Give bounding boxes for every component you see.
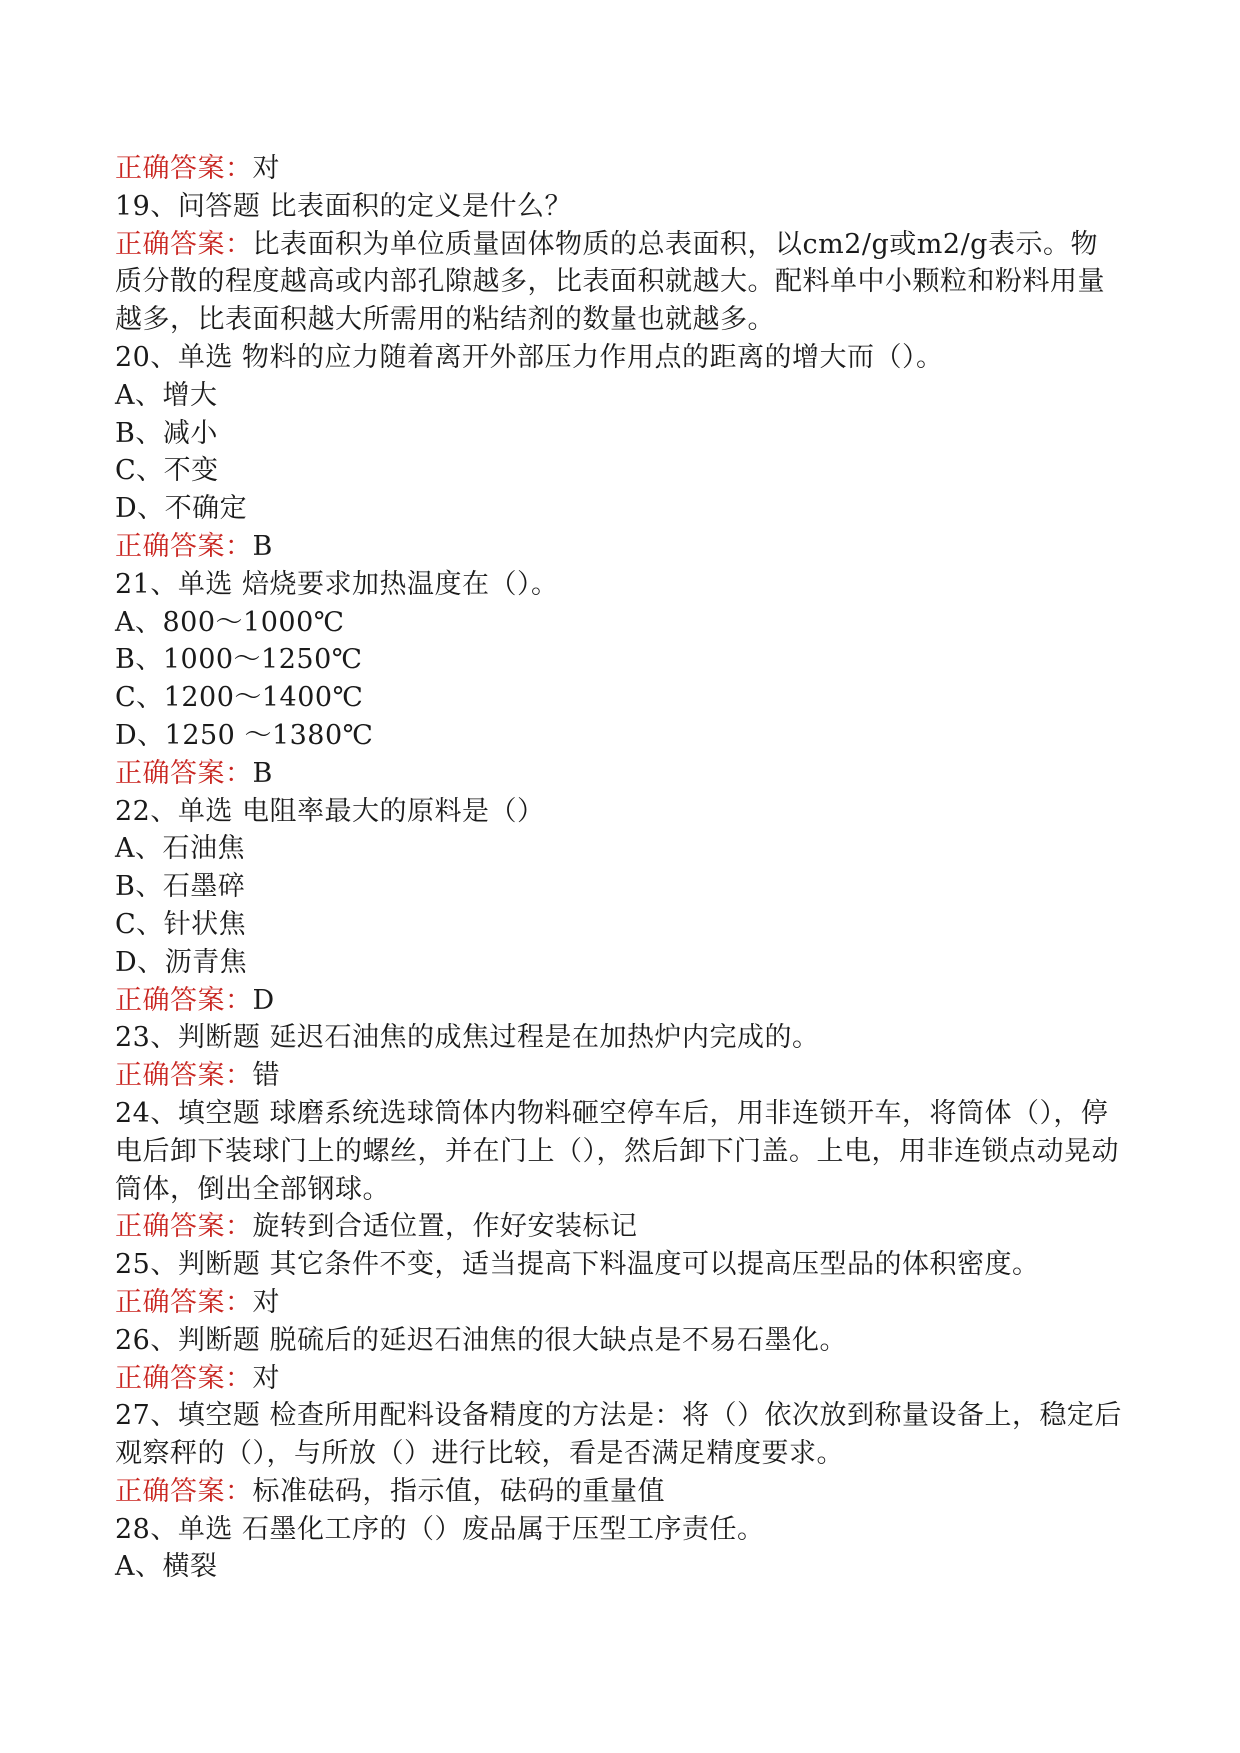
option-line: C、针状焦 bbox=[115, 908, 247, 940]
question-line: 20、单选 物料的应力随着离开外部压力作用点的距离的增大而（）。 bbox=[115, 341, 944, 373]
option-line: D、1250 ～1380℃ bbox=[115, 719, 374, 751]
option-line: A、增大 bbox=[115, 379, 218, 411]
answer-line bbox=[115, 1057, 1125, 1095]
answer-label: 正确答案： bbox=[115, 984, 253, 1016]
question-line: 27、填空题 检查所用配料设备精度的方法是：将（）依次放到称量设备上，稳定后观察秤的（），与所放（）进行比较，看是否满足精度要求。 bbox=[115, 1400, 1122, 1470]
answer-line bbox=[115, 982, 1125, 1020]
answer-label: 正确答案： bbox=[115, 757, 253, 789]
option-line: C、1200～1400℃ bbox=[115, 682, 364, 714]
question-line: 26、判断题 脱硫后的延迟石油焦的很大缺点是不易石墨化。 bbox=[115, 1324, 847, 1356]
option-line: B、石墨碎 bbox=[115, 871, 246, 903]
answer-label: 正确答案： bbox=[115, 1362, 253, 1394]
question-line: 24、填空题 球磨系统选球筒体内物料砸空停车后，用非连锁开车，将筒体（），停电后卸下装球门上的螺丝，并在门上（），然后卸下门盖。上电，用非连锁点动晃动筒体，倒出全部钢球。 bbox=[115, 1097, 1119, 1205]
answer-text: 旋转到合适位置，作好安装标记 bbox=[252, 1211, 638, 1243]
document-page bbox=[115, 150, 1125, 1586]
question-line: 21、单选 焙烧要求加热温度在（）。 bbox=[115, 568, 559, 600]
question-line: 28、单选 石墨化工序的（）废品属于压型工序责任。 bbox=[115, 1513, 765, 1545]
option-line: A、石油焦 bbox=[115, 833, 245, 865]
answer-label: 正确答案： bbox=[115, 228, 253, 260]
option-line: B、减小 bbox=[115, 417, 218, 449]
answer-text: 对 bbox=[252, 1286, 280, 1318]
answer-line bbox=[115, 1208, 1125, 1246]
option-line: D、不确定 bbox=[115, 493, 248, 525]
answer-text: D bbox=[252, 984, 275, 1016]
option-line: A、800～1000℃ bbox=[115, 606, 345, 638]
answer-text: 比表面积为单位质量固体物质的总表面积，以cm2/g或m2/g表示。物质分散的程度越高或内部孔隙越多，比表面积就越大。配料单中小颗粒和粉料用量越多，比表面积越大所需用的粘结剂的数量也就越多。 bbox=[115, 228, 1105, 336]
answer-label: 正确答案： bbox=[115, 1475, 253, 1507]
option-line: B、1000～1250℃ bbox=[115, 644, 363, 676]
option-line: D、沥青焦 bbox=[115, 946, 248, 978]
answer-label: 正确答案： bbox=[115, 530, 253, 562]
question-line: 25、判断题 其它条件不变，适当提高下料温度可以提高压型品的体积密度。 bbox=[115, 1249, 1040, 1281]
answer-label: 正确答案： bbox=[115, 1211, 253, 1243]
answer-text: 标准砝码，指示值，砝码的重量值 bbox=[252, 1475, 665, 1507]
answer-label: 正确答案： bbox=[115, 153, 253, 184]
answer-text: B bbox=[252, 757, 273, 789]
answer-line bbox=[115, 755, 1125, 793]
option-line: A、横裂 bbox=[115, 1551, 218, 1583]
answer-text: 错 bbox=[252, 1060, 280, 1092]
answer-label: 正确答案： bbox=[115, 1286, 253, 1318]
option-line: C、不变 bbox=[115, 455, 219, 487]
answer-text: B bbox=[252, 530, 273, 562]
answer-line bbox=[115, 226, 1125, 339]
answer-label: 正确答案： bbox=[115, 1060, 253, 1092]
answer-text: 对 bbox=[252, 153, 280, 184]
question-line: 22、单选 电阻率最大的原料是（） bbox=[115, 795, 545, 827]
question-line: 19、问答题 比表面积的定义是什么？ bbox=[115, 190, 572, 222]
answer-line bbox=[115, 1360, 1125, 1398]
answer-line bbox=[115, 1284, 1125, 1322]
answer-line bbox=[115, 528, 1125, 566]
answer-line bbox=[115, 150, 1125, 188]
answer-text: 对 bbox=[252, 1362, 280, 1394]
answer-line bbox=[115, 1473, 1125, 1511]
question-line: 23、判断题 延迟石油焦的成焦过程是在加热炉内完成的。 bbox=[115, 1022, 820, 1054]
